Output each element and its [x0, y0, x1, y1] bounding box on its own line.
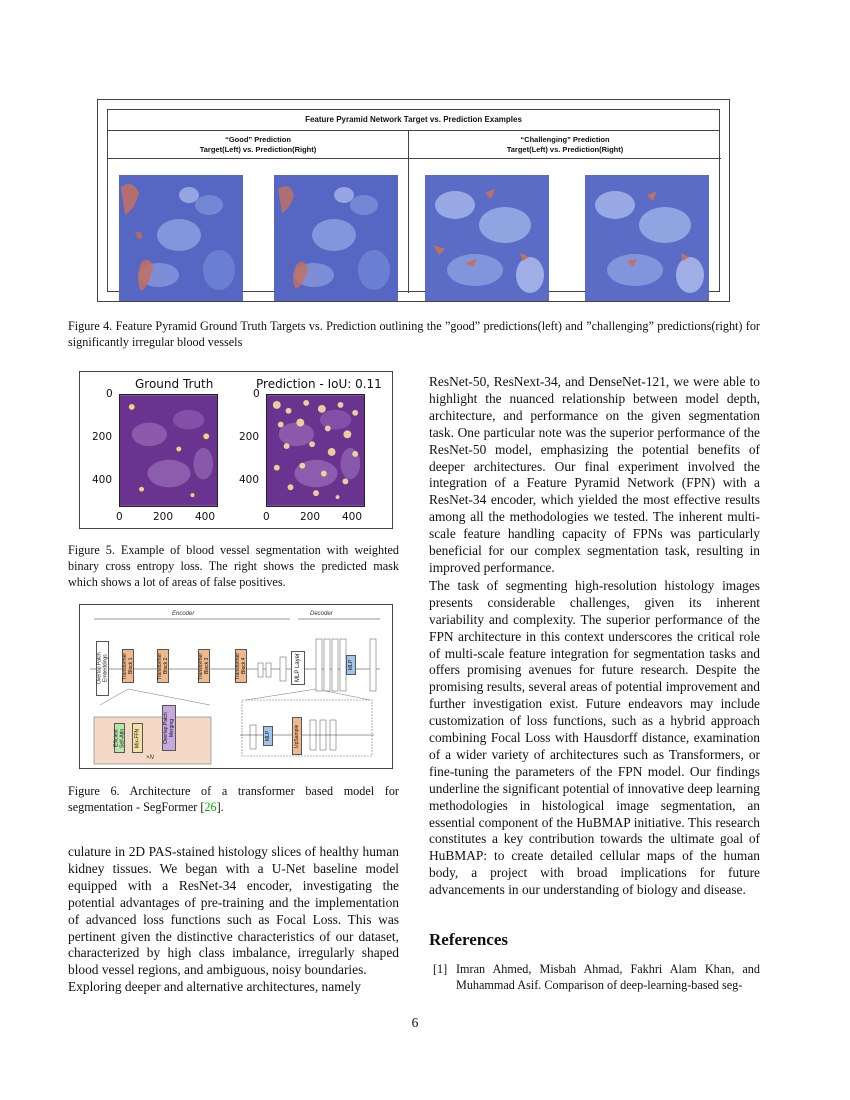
mlp-layer-block: MLP Layer [291, 651, 305, 685]
challenging-prediction-column [409, 131, 721, 293]
figure-6-caption [68, 783, 399, 815]
x-tick: 200 [153, 511, 174, 523]
transformer-block-4: Transformer Block 4 [235, 649, 247, 683]
challenging-prediction-image [585, 175, 709, 301]
reference-number: [1] [433, 962, 448, 976]
y-tick: 0 [106, 388, 113, 400]
overlap-patch-embeddings-block: Overlap Patch Embeddings [96, 641, 109, 696]
architecture-diagram [80, 605, 394, 770]
transformer-block-3: Transformer Block 3 [198, 649, 210, 683]
mlp-block-detail: MLP [263, 726, 273, 746]
good-prediction-header [108, 131, 408, 159]
reference-text: Imran Ahmed, Misbah Ahmad, Fakhri Alam Khan, and Muhammad Asif. Comparison of deep-learning-based seg- [456, 962, 760, 992]
figure-6-caption-end: ]. [216, 800, 224, 814]
ground-truth-title: Ground Truth [135, 377, 214, 391]
figure-5-caption: Figure 5. Example of blood vessel segmentation with weighted binary cross entropy loss. The right shows the predicted mask which shows a lot of areas of false positives. [68, 543, 399, 589]
y-tick: 400 [92, 474, 113, 486]
overlap-patch-merging-block: Overlap Patch Merging [162, 705, 176, 751]
left-column-text [68, 844, 399, 996]
paragraph: The task of segmenting high-resolution histology images presents considerable challenges, given its inherent variability and complexity. The superior performance of the FPN architecture in this context underscores the critical role of multi-scale feature integration for segmentation tasks and offers promising avenues for future research. Despite the promising results, several areas of potential improvement and further investigation exist. Future endeavors may include customization of loss functions, such as a hybrid approach combining Focal Loss with Hausdorff distance, examination of a wider variety of architectures such as Transformers, or fine-tuning the parameters of the FPN model. Our findings underline the significant potential of innovative deep learning methodologies in histological image segmentation, an essential component of the HuBMAP initiative. This research constitutes a key contribution towards the ultimate goal of HuBMAP: to create detailed cellular maps of the human body, a project with broad implications for future advancements in our understanding of biology and disease. [429, 577, 760, 898]
figure-5 [79, 371, 393, 529]
citation-link[interactable]: 26 [204, 800, 217, 814]
upsample-block: UpSample [292, 717, 302, 755]
references-heading: References [429, 930, 508, 949]
transformer-block-2: Transformer Block 2 [157, 649, 169, 683]
figure-6-caption-text: Figure 6. Architecture of a transformer based model for segmentation - SegFormer [ [68, 784, 399, 814]
good-prediction-heading: “Good” Prediction [225, 135, 291, 144]
y-tick: 0 [253, 388, 260, 400]
mix-ffn-block: Mix-FFN [132, 723, 143, 753]
good-prediction-subheading: Target(Left) vs. Prediction(Right) [199, 145, 317, 154]
reference-1 [433, 961, 760, 993]
paragraph: ResNet-50, ResNext-34, and DenseNet-121, we were able to highlight the nuanced relationship between model depth, architecture, and performance on the given segmentation task. One particular note was the superior performance of the ResNet-50 model, emphasizing the potential benefits of deeper architectures. Our final experiment involved the integration of a Feature Pyramid Network (FPN) with a ResNet-34 encoder, which yielded the most effective results among all the methodologies we tested. The inherent multi-scale feature handling capacity of FPNs was particularly beneficial for our complex segmentation task, resulting in improved performance. [429, 374, 760, 575]
prediction-title: Prediction - IoU: 0.11 [256, 377, 382, 391]
y-tick: 400 [239, 474, 260, 486]
figure-6 [79, 604, 393, 769]
good-prediction-column [108, 131, 409, 293]
x-tick: 0 [263, 511, 270, 523]
encoder-label: Encoder [172, 611, 195, 617]
good-prediction-image [274, 175, 398, 301]
right-column-text [429, 374, 760, 899]
ground-truth-image [119, 394, 218, 507]
x-tick: 200 [300, 511, 321, 523]
page-number: 6 [411, 1015, 419, 1030]
challenging-prediction-header [409, 131, 721, 159]
challenging-target-image [425, 175, 549, 301]
y-tick: 200 [239, 431, 260, 443]
mlp-block: MLP [346, 655, 356, 675]
prediction-image [266, 394, 365, 507]
figure-4-table [107, 109, 720, 292]
good-target-image [119, 175, 243, 301]
figure-4-title: Feature Pyramid Network Target vs. Prediction Examples [108, 110, 719, 131]
efficient-self-attn-block: Efficient Self-Attn [114, 723, 125, 753]
x-tick: 0 [116, 511, 123, 523]
paragraph: Exploring deeper and alternative architectures, namely [68, 979, 361, 995]
transformer-block-1: Transformer Block 1 [122, 649, 134, 683]
figure-4 [97, 99, 730, 302]
paragraph: culature in 2D PAS-stained histology slices of healthy human kidney tissues. We began with a U-Net baseline model equipped with a ResNet-34 encoder, investigating the potential advantages of pre-training and the implementation of advanced loss functions such as Focal Loss. This was pertinent given the distinctive characteristics of our dataset, characterized by high class imbalance, irregularly shaped blood vessel regions, and ambiguous, noisy boundaries. [68, 844, 399, 978]
repeat-label: ×N [146, 755, 154, 761]
x-tick: 400 [342, 511, 363, 523]
challenging-prediction-subheading: Target(Left) vs. Prediction(Right) [506, 145, 624, 154]
y-tick: 200 [92, 431, 113, 443]
x-tick: 400 [195, 511, 216, 523]
challenging-prediction-heading: “Challenging” Prediction [520, 135, 610, 144]
decoder-label: Decoder [310, 611, 333, 617]
figure-4-caption: Figure 4. Feature Pyramid Ground Truth Targets vs. Prediction outlining the ”good” predictions(left) and ”challenging” predictions(right) for significantly irregular blood vessels [68, 319, 760, 349]
